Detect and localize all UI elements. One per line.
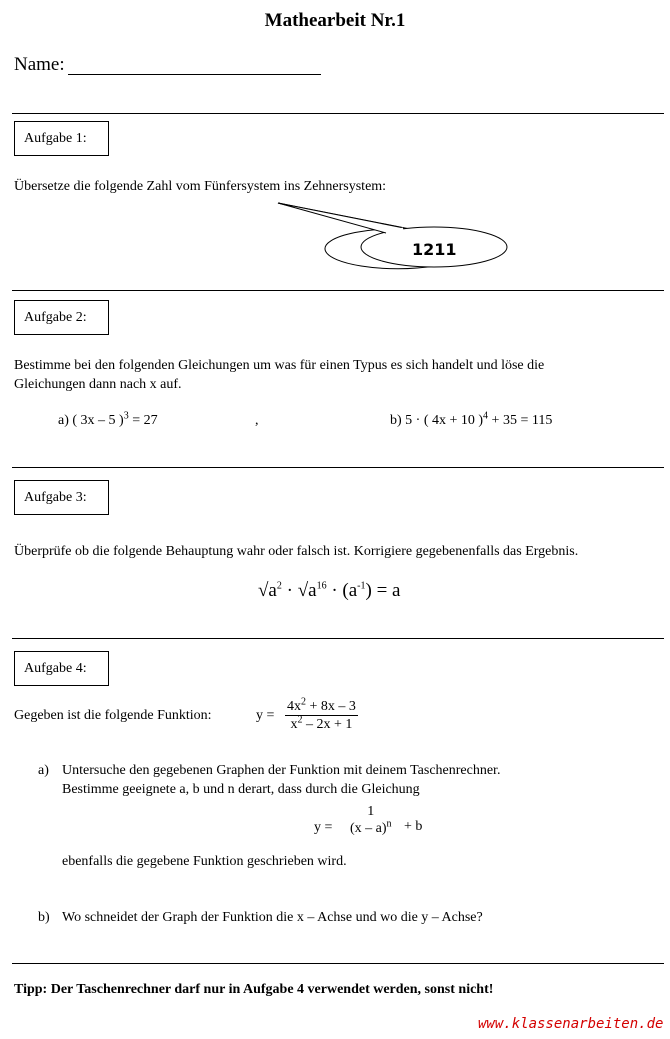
eq-b-exponent: 4	[483, 410, 489, 422]
task4-eq2-fraction	[350, 803, 392, 837]
formula-exp-3: -1	[357, 580, 366, 592]
divider	[12, 467, 664, 468]
eq-a-exponent: 3	[123, 410, 129, 422]
eq2-numerator: 1	[367, 804, 375, 819]
divider	[12, 290, 664, 291]
task4-eq2-rest: + b	[404, 819, 423, 834]
task4-label-box: Aufgabe 4:	[14, 651, 109, 686]
task1-text: Übersetze die folgende Zahl vom Fünfersystem ins Zehnersystem:	[14, 179, 387, 194]
formula-part-1: √a	[258, 580, 277, 601]
eq2-denominator: (x – a)$^n$	[350, 818, 392, 836]
formula-exp-1: 2	[276, 580, 282, 592]
task4-y-equals: y =	[256, 708, 275, 723]
task4-eq2-y: y =	[314, 820, 333, 835]
fraction-denominator: $x^2 - 2x + 1$	[290, 714, 353, 732]
task1-label-box: Aufgabe 1:	[14, 121, 109, 156]
task4-a-line3: ebenfalls die gegebene Funktion geschrieben wird.	[62, 854, 347, 869]
task2-text-line1: Bestimme bei den folgenden Gleichungen um was für einen Typus es sich handelt und löse die	[14, 358, 545, 373]
task4-b-label: b)	[38, 910, 50, 925]
page-title: Mathearbeit Nr.1	[264, 10, 406, 31]
task2-separator: ,	[255, 413, 259, 428]
tip-text: Tipp: Der Taschenrechner darf nur in Aufgabe 4 verwendet werden, sonst nicht!	[14, 982, 494, 997]
divider	[12, 113, 664, 114]
eq-a-base: a) ( 3x – 5 )	[58, 413, 124, 428]
task2-equation-a	[58, 411, 158, 430]
fraction-numerator: $4x^2 + 8x - 3$	[287, 696, 356, 714]
task4-b-text: Wo schneidet der Graph der Funktion die x – Achse und wo die y – Achse?	[62, 910, 483, 925]
speech-bubble-outline	[270, 196, 515, 272]
task4-fraction	[285, 698, 358, 733]
task4-a-label: a)	[38, 763, 49, 778]
formula-part-2: · √a	[281, 580, 317, 601]
eq-b-base: b) 5 · ( 4x + 10 )	[390, 413, 484, 428]
task4-a-line1: Untersuche den gegebenen Graphen der Funktion mit deinem Taschenrechner.	[62, 763, 501, 778]
task4-a-line2: Bestimme geeignete a, b und n derart, dass durch die Gleichung	[62, 782, 420, 797]
divider	[12, 638, 664, 639]
task3-text: Überprüfe ob die folgende Behauptung wahr oder falsch ist. Korrigiere gegebenenfalls das Ergebnis.	[14, 544, 579, 559]
formula-part-4: ) = a	[365, 580, 401, 601]
task4-intro: Gegeben ist die folgende Funktion:	[14, 708, 212, 723]
brand-link[interactable]: www.klassenarbeiten.de	[478, 1016, 664, 1032]
task2-equation-b	[390, 411, 552, 430]
task2-label-box: Aufgabe 2:	[14, 300, 109, 335]
task1-number: 1211	[412, 240, 457, 259]
task3-formula	[258, 580, 401, 602]
name-line	[68, 74, 321, 75]
formula-part-3: · (a	[326, 580, 358, 601]
name-label: Name:	[14, 54, 65, 75]
divider	[12, 963, 664, 964]
eq-a-rest: = 27	[128, 413, 158, 428]
task3-label-box: Aufgabe 3:	[14, 480, 109, 515]
task2-text-line2: Gleichungen dann nach x auf.	[14, 377, 182, 392]
eq-b-rest: + 35 = 115	[488, 413, 553, 428]
formula-exp-2: 16	[316, 580, 327, 592]
